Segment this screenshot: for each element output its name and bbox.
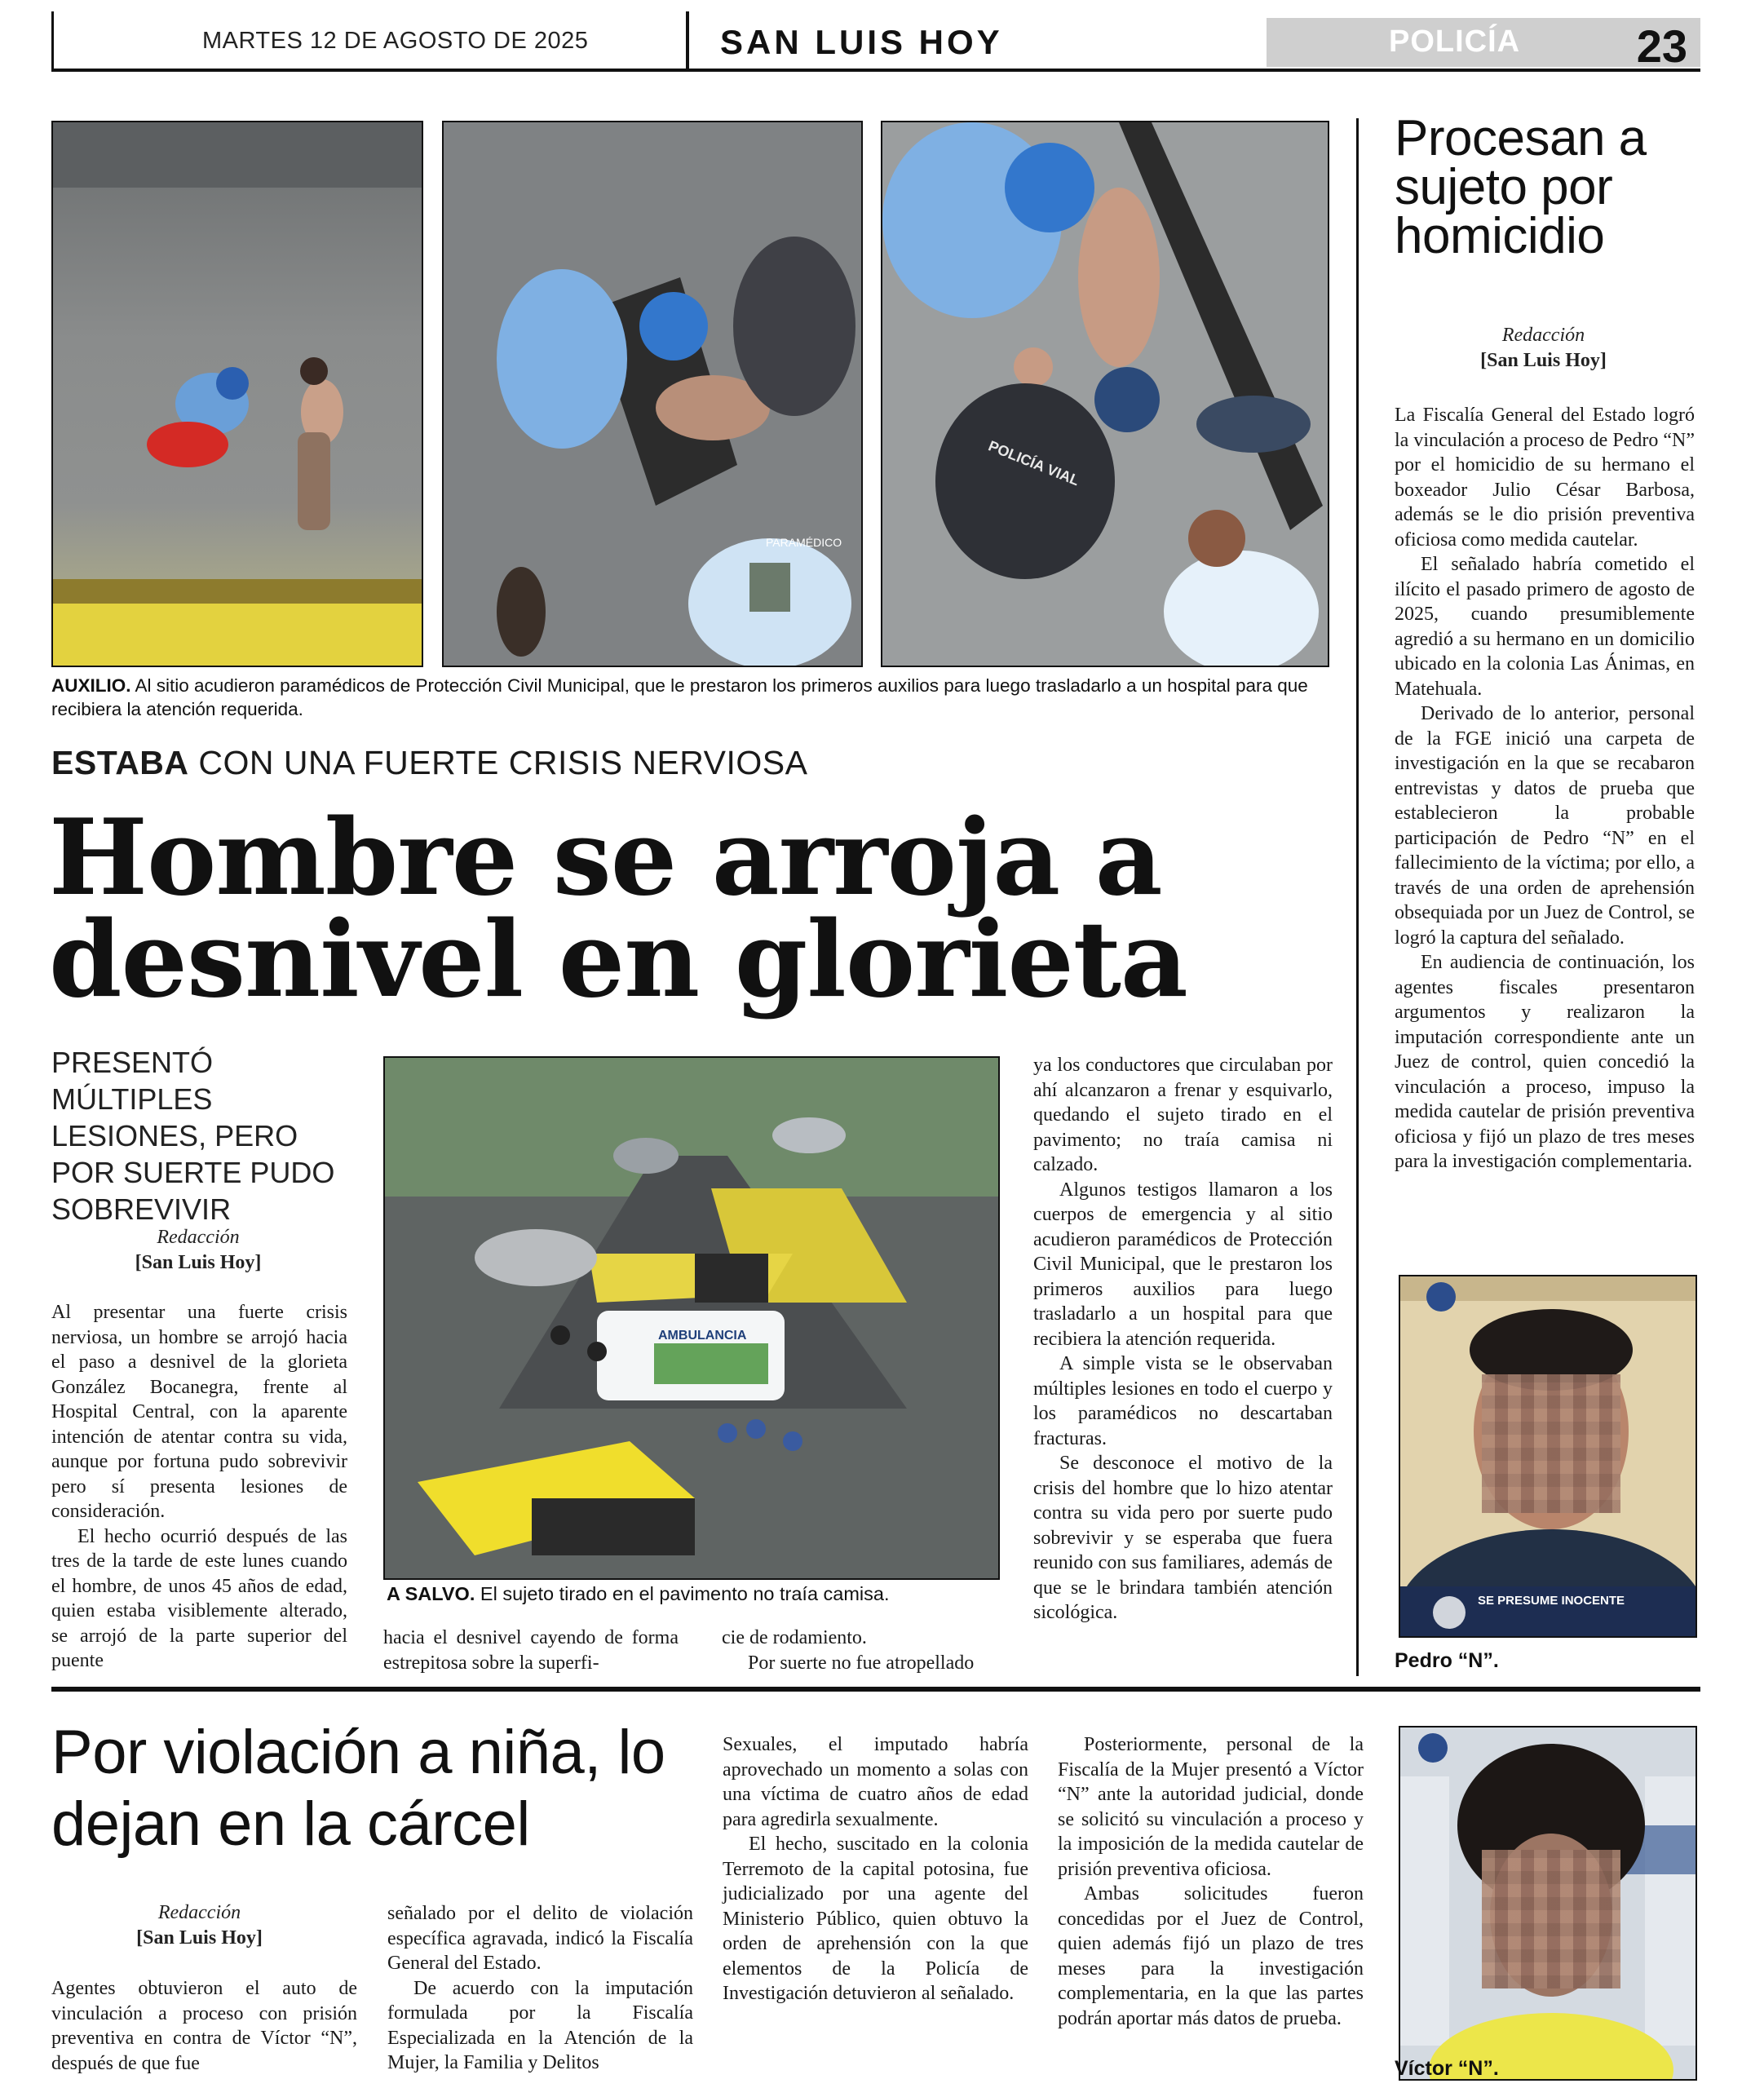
main-column-3 (722, 1626, 1001, 1675)
main-byline (51, 1225, 345, 1276)
top-photos-caption (51, 674, 1332, 721)
main-column-1 (51, 1300, 347, 1674)
right-column-text (1395, 403, 1695, 1174)
bottom-byline-role: Redacción (157, 1902, 241, 1923)
main-paragraph-9: Se desconoce el motivo de la crisis del hombre que lo hizo atentar contra su vida pero por suerte pudo sobrevivir y se esperaba que fuera reunido con sus familiares, además de que se le brindara también atención sicológica. (1033, 1453, 1333, 1623)
photo-overpass-ambulance (383, 1056, 1000, 1580)
column-divider (1356, 118, 1359, 1676)
bottom-column-2 (387, 1901, 693, 2076)
section-banner (1267, 18, 1700, 72)
right-paragraph-4: En audiencia de continuación, los agentes fiscales presentaron argumentos y realizaron la imputación correspondiente ante un Juez de control, quien concedió la vinculación a proceso, impuso la medida cautelar de prisión preventiva oficiosa y fijó un plazo de tres meses para la investigación complementaria. (1395, 952, 1695, 1172)
bottom-paragraph-3: De acuerdo con la imputación formulada por la Fiscalía Especializada en la Atención de la Mujer, la Familia y Delitos (387, 1977, 693, 2073)
headline-line-2: desnivel en glorieta (49, 899, 1187, 1021)
kicker-rest: CON UNA FUERTE CRISIS NERVIOSA (188, 744, 808, 781)
photo-victor-mugshot (1399, 1726, 1697, 2081)
story-kicker (51, 744, 808, 782)
right-paragraph-3: Derivado de lo anterior, personal de la FGE inició una carpeta de investigación en la que se recabaron entrevistas y datos de prueba que establecieron la probable participación de Pedro “N” en el fallecimiento de la víctima; por ello, a través de una orden de aprehensión obsequiada por un Juez de Control, se logró la captura del señalado. (1395, 703, 1695, 949)
newspaper-brand: SAN LUIS HOY (720, 23, 1003, 61)
main-paragraph-7: Algunos testigos llamaron a los cuerpos de emergencia y al sitio acudieron paramédicos de Protección Civil Municipal, que le prestaron los primeros auxilios para luego trasladarlo a un hospital para que recibiera la atención requerida. (1033, 1179, 1333, 1350)
pedro-cutline: Pedro “N”. (1395, 1649, 1499, 1672)
face-pixelation (1482, 1374, 1620, 1513)
bottom-byline (51, 1900, 347, 1951)
main-caption-text: El sujeto tirado en el pavimento no traía camisa. (475, 1583, 890, 1604)
photo-paramedics-police-illustration (882, 122, 1329, 667)
right-byline (1395, 323, 1692, 374)
header-left-rule (51, 11, 54, 72)
bottom-byline-outlet: [San Luis Hoy] (136, 1927, 263, 1949)
police-vest-label: POLICÍA VIAL (986, 437, 1082, 489)
main-paragraph-2: El hecho ocurrió después de las tres de la tarde de este lunes cuando el hombre, de unos 45 años de edad, quien estaba visiblemente alterado, se arrojó de la parte superior del puente (51, 1525, 347, 1671)
bottom-paragraph-6: Posteriormente, personal de la Fiscalía de la Mujer presentó a Víctor “N” ante la autoridad judicial, donde se solicitó su vinculación a proceso y la imposición de la medida cautelar de prisión preventiva oficiosa. (1058, 1734, 1364, 1880)
victor-cutline: Víctor “N”. (1395, 2057, 1499, 2080)
bottom-paragraph-7: Ambas solicitudes fueron concedidas por el Juez de Control, quien además fijó un plazo de tres meses para la investigación complementaria, en la que las partes podrán aportar más datos de prueba. (1058, 1883, 1364, 2029)
main-byline-outlet: [San Luis Hoy] (135, 1252, 262, 1273)
photo-paramedics-stretcher (442, 121, 863, 667)
main-paragraph-5: Por suerte no fue atropellado (748, 1652, 975, 1674)
section-name: POLICÍA (1389, 24, 1521, 59)
main-paragraph-3: hacia el desnivel cayendo de forma estrepitosa sobre la superfi- (383, 1627, 679, 1674)
photo-man-on-ground-illustration (53, 122, 423, 667)
right-headline: Procesan a sujeto por homicidio (1395, 110, 1647, 264)
photo-overpass-illustration (385, 1058, 1000, 1580)
photo-paramedics-police (881, 121, 1329, 667)
main-column-2 (383, 1626, 679, 1675)
page-header (51, 11, 1700, 72)
main-paragraph-6: ya los conductores que circulaban por ahí alcanzaron a frenar y esquivarlo, quedando el sujeto tirado en el pavimento; no traía camisa ni calzado. (1033, 1055, 1333, 1175)
right-paragraph-1: La Fiscalía General del Estado logró la vinculación a proceso de Pedro “N” por el homicidio de su hermano el boxeador Julio César Barbosa, además se le dio prisión preventiva oficiosa como medida cautelar. (1395, 405, 1695, 551)
issue-date: MARTES 12 DE AGOSTO DE 2025 (202, 28, 589, 54)
top-caption-text: Al sitio acudieron paramédicos de Protección Civil Municipal, que le prestaron los primeros auxilios para luego trasladarlo a un hospital para que recibiera la atención requerida. (51, 675, 1308, 719)
header-divider (686, 11, 689, 72)
kicker-bold: ESTABA (51, 744, 189, 781)
presumed-innocent-banner: SE PRESUME INOCENTE (1478, 1594, 1625, 1608)
face-pixelation (1482, 1850, 1620, 1988)
top-caption-label: AUXILIO. (51, 675, 131, 696)
right-paragraph-2: El señalado habría cometido el ilícito el pasado primero de agosto de 2025, cuando presumiblemente agredió a su hermano en un domicilio ubicado en la colonia Las Ánimas, en Matehuala. (1395, 554, 1695, 700)
main-paragraph-4: cie de rodamiento. (722, 1627, 867, 1648)
main-photo-caption (387, 1582, 1006, 1606)
main-paragraph-1: Al presentar una fuerte crisis nerviosa, un hombre se arrojó hacia el paso a desnivel de la glorieta González Bocanegra, frente al Hospital Central, con la aparente intención de atentar contra su vida, aunque por fortuna pudo sobrevivir pero sí presenta lesiones de consideración. (51, 1302, 347, 1522)
right-byline-outlet: [San Luis Hoy] (1480, 350, 1607, 371)
main-headline (49, 797, 1354, 1021)
bottom-headline: Por violación a niña, lo dejan en la cárcel (51, 1718, 665, 1859)
bottom-column-3 (723, 1732, 1028, 2006)
bottom-column-4 (1058, 1732, 1364, 2031)
ambulance-label: AMBULANCIA (658, 1329, 747, 1343)
photo-pedro-mugshot (1399, 1275, 1697, 1638)
bottom-paragraph-2: señalado por el delito de violación específica agravada, indicó la Fiscalía General del Estado. (387, 1903, 693, 1974)
main-column-4 (1033, 1053, 1333, 1626)
main-byline-role: Redacción (157, 1227, 240, 1248)
headline-line-1: Hombre se arroja a (49, 797, 1162, 919)
page-number: 23 (1636, 20, 1687, 72)
bottom-column-1 (51, 1976, 357, 2076)
main-paragraph-8: A simple vista se le observaban múltiples lesiones en todo el cuerpo y los paramédicos no descartaban fracturas. (1033, 1353, 1333, 1449)
photo-paramedics-stretcher-illustration (444, 122, 863, 667)
bottom-paragraph-1: Agentes obtuvieron el auto de vinculación a proceso con prisión preventiva en contra de Víctor “N”, después de que fue (51, 1978, 357, 2074)
bottom-paragraph-5: El hecho, suscitado en la colonia Terremoto de la capital potosina, fue judicializado por una agente del Ministerio Público, quien obtuvo la orden de aprehensión con la que elementos de la Policía de Investigación detuvieron al señalado. (723, 1834, 1028, 2004)
right-byline-role: Redacción (1501, 325, 1585, 346)
main-caption-label: A SALVO. (387, 1583, 475, 1604)
bottom-paragraph-4: Sexuales, el imputado habría aprovechado un momento a solas con una víctima de cuatro años de edad para agredirla sexualmente. (723, 1734, 1028, 1830)
story-subhead: PRESENTÓ MÚLTIPLES LESIONES, PERO POR SUERTE PUDO SOBREVIVIR (51, 1046, 335, 1226)
photo-man-on-ground (51, 121, 423, 667)
vest-label: PARAMÉDICO (766, 536, 842, 549)
bottom-section-rule (51, 1687, 1700, 1692)
